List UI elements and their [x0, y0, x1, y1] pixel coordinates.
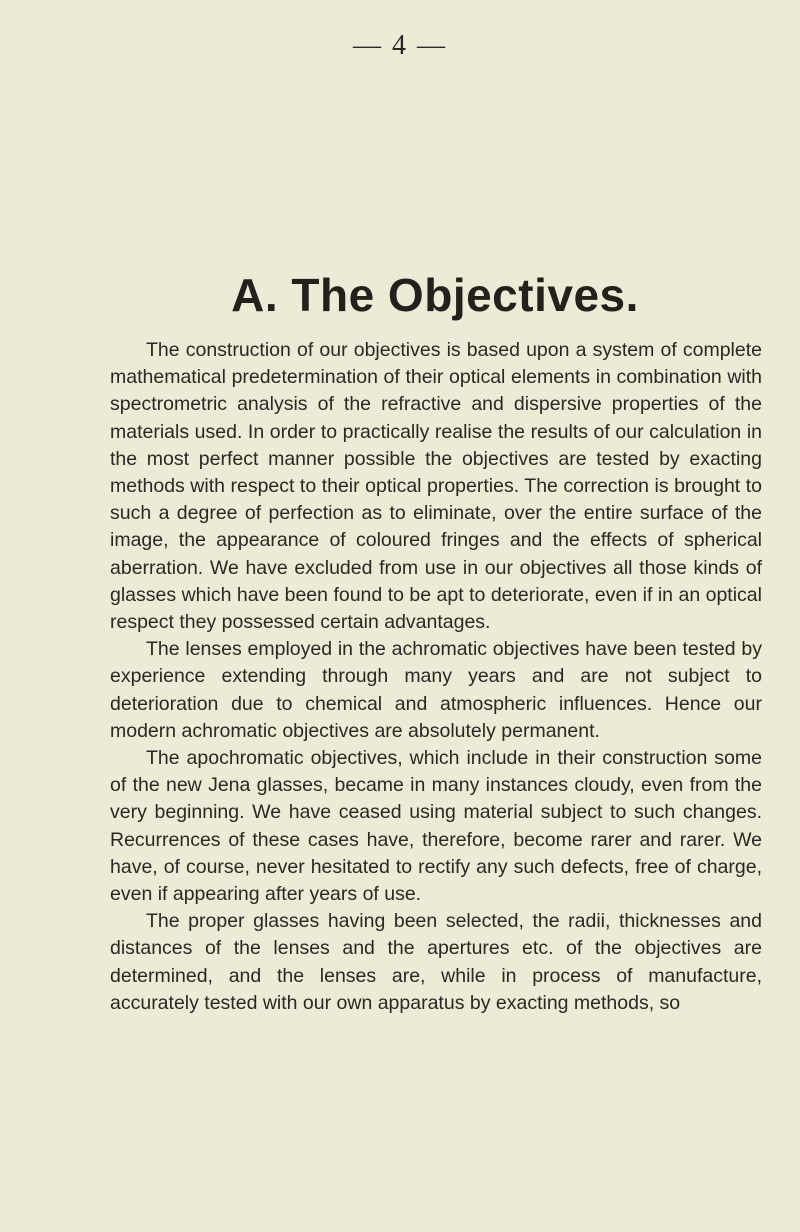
body-text — [110, 337, 762, 1017]
paragraph-apochromatic-objectives: The apochromatic objectives, which include in their construction some of the new Jena glasses, became in many instances cloudy, even from the very beginning. We have ceased using material subject to such changes. Recurrences of these cases have, therefore, become rarer and rarer. We have, of course, never hesitated to rectify any such defects, free of charge, even if appearing after years of use. — [110, 747, 762, 906]
paragraph-achromatic-lenses: The lenses employed in the achromatic objectives have been tested by experience extending through many years and are not subject to deterioration due to chemical and atmospheric influences. Hence our modern achromatic objectives are absolutely permanent. — [110, 638, 762, 742]
paragraph-construction: The construction of our objectives is based upon a system of complete mathematical predetermination of their optical elements in combination with spectrometric analysis of the refractive and dispersive properties of the materials used. In order to practically realise the results of our calculation in the most perfect manner possible the objectives are tested by exacting methods with respect to their optical properties. The correction is brought to such a degree of perfection as to eliminate, over the entire surface of the image, the appearance of coloured fringes and the effects of spherical aberration. We have excluded from use in our objectives all those kinds of glasses which have been found to be apt to deteriorate, even if in an optical respect they possessed certain advantages. — [110, 339, 762, 634]
page-number: — 4 — — [353, 30, 447, 61]
paragraph-glass-selection: The proper glasses having been selected, the radii, thicknesses and distances of the lenses and the apertures etc. of the objectives are determined, and the lenses are, while in process of manufacture, accurately tested with our own apparatus by exacting methods, so — [110, 910, 762, 1014]
section-heading: A. The Objectives. — [231, 269, 639, 321]
